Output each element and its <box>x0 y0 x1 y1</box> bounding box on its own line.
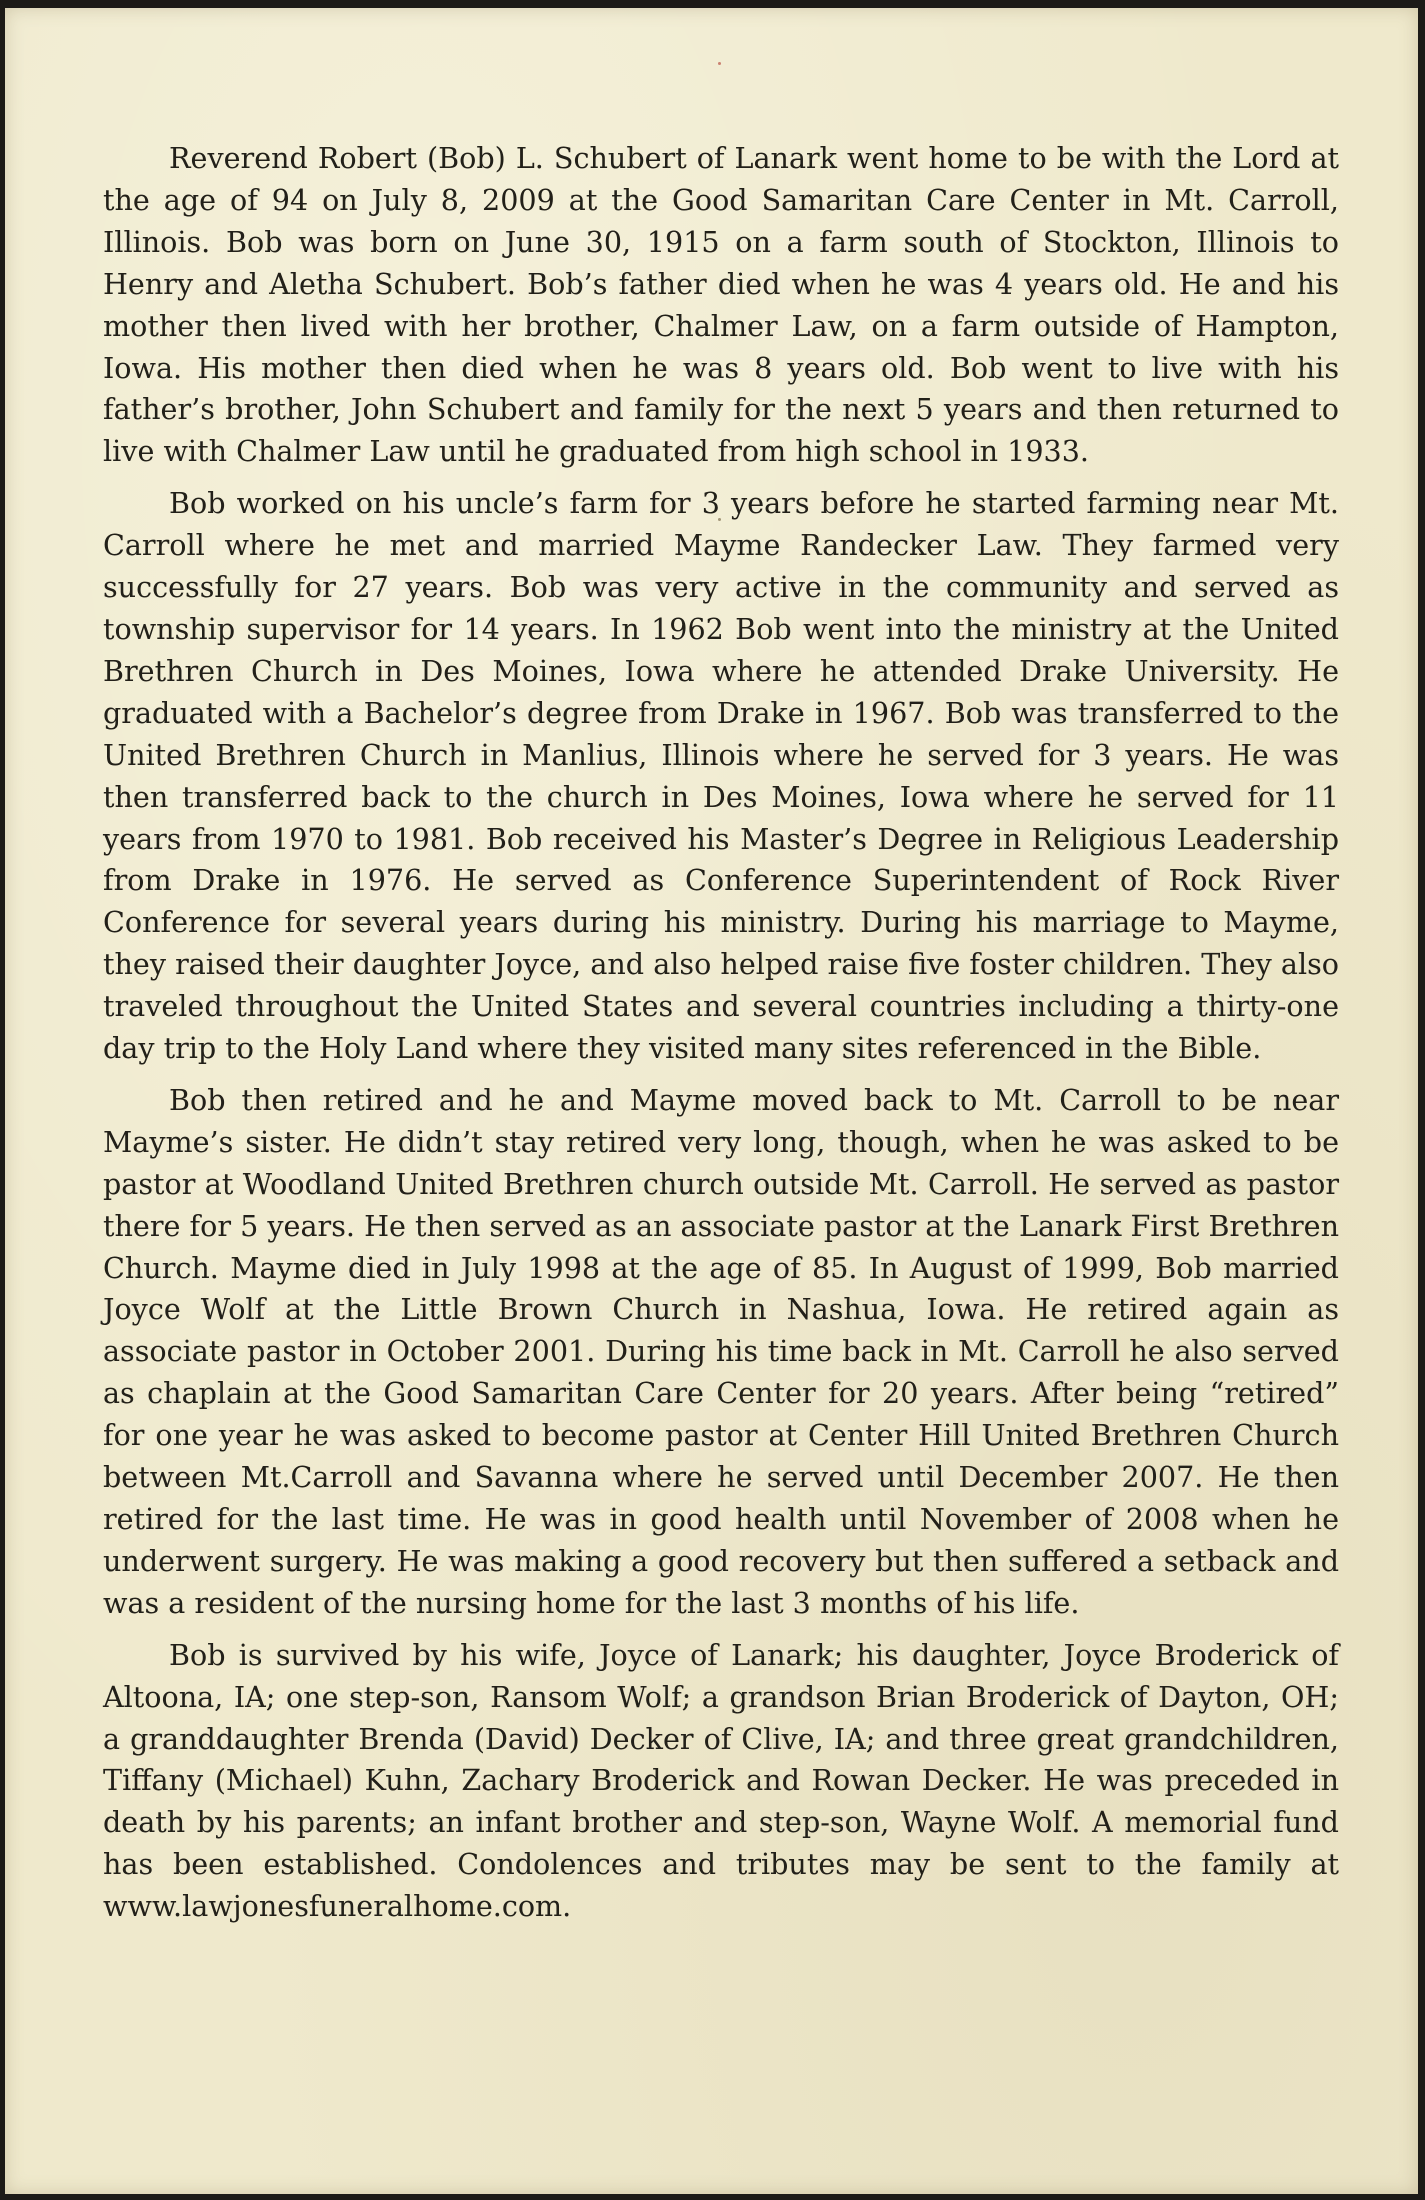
obituary-text <box>103 138 1339 1938</box>
paragraph-survivors: Bob is survived by his wife, Joyce of Lanark; his daughter, Joyce Broderick of Altoona, IA; one step-son, Ransom Wolf; a grandson Brian Broderick of Dayton, OH; a granddaughter Brenda (David) Decker of Clive, IA; and three great grandchildren, Tiffany (Michael) Kuhn, Zachary Broderick and Rowan Decker. He was preceded in death by his parents; an infant brother and step-son, Wayne Wolf. A memorial fund has been established. Condolences and tributes may be sent to the family at www.lawjonesfuneralhome.com. <box>103 1637 1339 1924</box>
paragraph-early-life: Reverend Robert (Bob) L. Schubert of Lanark went home to be with the Lord at the age of 94 on July 8, 2009 at the Good Samaritan Care Center in Mt. Carroll, Illinois. Bob was born on June 30, 1915 on a farm south of Stockton, Illinois to Henry and Aletha Schubert. Bob’s father died when he was 4 years old. He and his mother then lived with her brother, Chalmer Law, on a farm outside of Hampton, Iowa. His mother then died when he was 8 years old. Bob went to live with his father’s brother, John Schubert and family for the next 5 years and then returned to live with Chalmer Law until he graduated from high school in 1933. <box>103 141 1339 469</box>
paper-sheet <box>5 8 1418 2194</box>
paragraph-ministry: Bob worked on his uncle’s farm for 3 years before he started farming near Mt. Carroll where he met and married Mayme Randecker Law. They farmed very successfully for 27 years. Bob was very active in the community and served as township supervisor for 14 years. In 1962 Bob went into the ministry at the United Brethren Church in Des Moines, Iowa where he attended Drake University. He graduated with a Bachelor’s degree from Drake in 1967. Bob was transferred to the United Brethren Church in Manlius, Illinois where he served for 3 years. He was then transferred back to the church in Des Moines, Iowa where he served for 11 years from 1970 to 1981. Bob received his Master’s Degree in Religious Leadership from Drake in 1976. He served as Conference Superintendent of Rock River Conference for several years during his ministry. During his marriage to Mayme, they raised their daughter Joyce, and also helped raise five foster children. They also traveled throughout the United States and several countries including a thirty-one day trip to the Holy Land where they visited many sites referenced in the Bible. <box>103 486 1339 1066</box>
ink-speck <box>718 62 721 65</box>
paragraph-retirement: Bob then retired and he and Mayme moved back to Mt. Carroll to be near Mayme’s sister. He didn’t stay retired very long, though, when he was asked to be pastor at Woodland United Brethren church outside Mt. Carroll. He served as pastor there for 5 years. He then served as an associate pastor at the Lanark First Brethren Church. Mayme died in July 1998 at the age of 85. In August of 1999, Bob married Joyce Wolf at the Little Brown Church in Nashua, Iowa. He retired again as associate pastor in October 2001. During his time back in Mt. Carroll he also served as chaplain at the Good Samaritan Care Center for 20 years. After being “retired” for one year he was asked to become pastor at Center Hill United Brethren Church between Mt.Carroll and Savanna where he served until December 2007. He then retired for the last time. He was in good health until November of 2008 when he underwent surgery. He was making a good recovery but then suffered a setback and was a resident of the nursing home for the last 3 months of his life. <box>103 1082 1339 1620</box>
